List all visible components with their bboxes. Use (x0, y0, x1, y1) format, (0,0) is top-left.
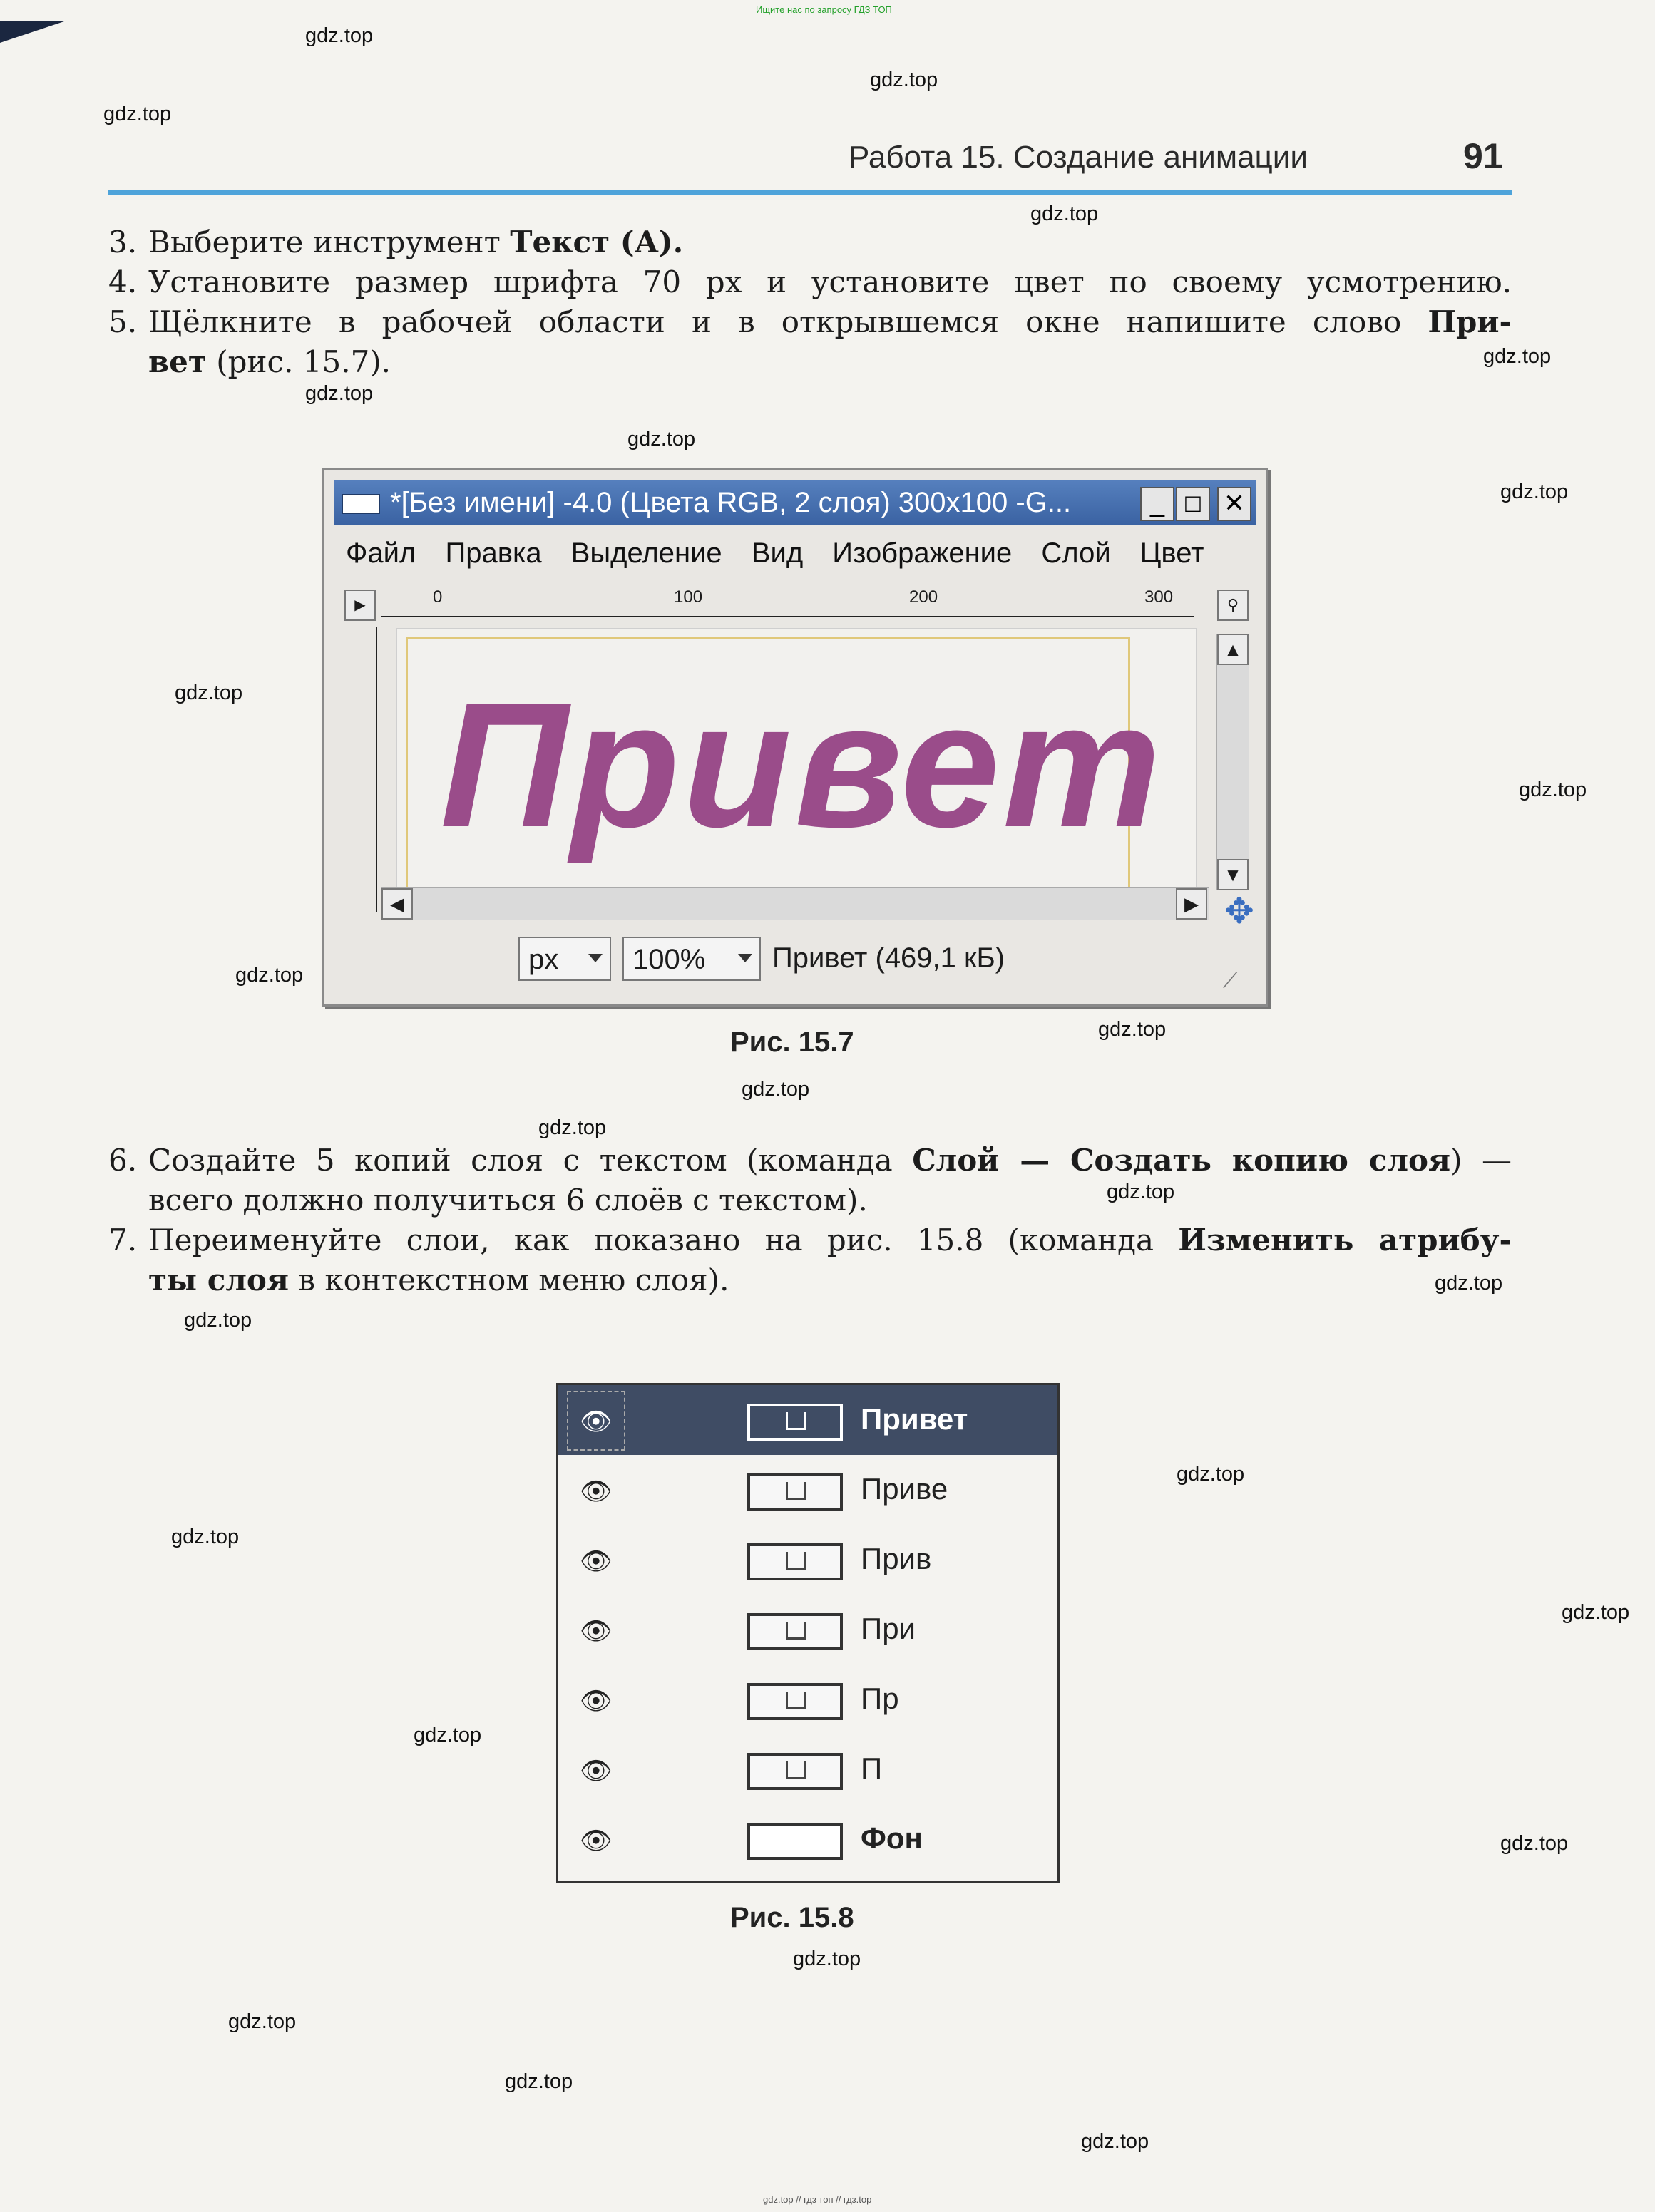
watermark: gdz.top (627, 428, 696, 451)
window-titlebar[interactable] (334, 480, 1256, 525)
figure-caption-15-8: Рис. 15.8 (730, 1902, 854, 1933)
navigate-icon[interactable]: ✥ (1224, 891, 1254, 931)
scroll-down-icon[interactable]: ▼ (1217, 859, 1249, 890)
eye-icon[interactable]: 👁 (580, 1406, 613, 1436)
watermark: gdz.top (1562, 1601, 1630, 1624)
zoom-select[interactable]: 100% (622, 937, 761, 981)
page-header-title: Работа 15. Создание анимации (849, 140, 1308, 175)
status-text: Привет (469,1 кБ) (772, 942, 1005, 974)
eye-icon[interactable]: 👁 (580, 1546, 613, 1575)
layer-name: Фон (861, 1821, 923, 1855)
steps-top (108, 222, 1512, 382)
quick-mask-toggle[interactable]: ▶ (344, 590, 376, 621)
layer-thumbnail (747, 1404, 843, 1441)
maximize-button[interactable]: □ (1176, 487, 1210, 521)
watermark: gdz.top (1098, 1018, 1167, 1041)
layer-row[interactable] (558, 1804, 1057, 1874)
layer-name: Прив (861, 1542, 932, 1575)
canvas-text: Привет (440, 665, 1164, 864)
step-3: 3. Выберите инструмент Текст (А). (108, 225, 684, 259)
scroll-left-icon[interactable]: ◀ (381, 888, 413, 920)
scroll-right-icon[interactable]: ▶ (1176, 888, 1207, 920)
ruler-tick-label: 100 (674, 587, 703, 607)
vertical-scrollbar[interactable] (1216, 634, 1249, 890)
eye-icon[interactable]: 👁 (580, 1686, 613, 1715)
watermark: gdz.top (1500, 1832, 1569, 1855)
page-number: 91 (1463, 136, 1503, 176)
layer-row[interactable] (558, 1385, 1057, 1455)
step-6: 6. Создайте 5 копий слоя с текстом (команда Слой — Создать копию слоя) — (108, 1143, 1512, 1178)
layer-thumbnail (747, 1753, 843, 1790)
watermark: gdz.top (1177, 1463, 1245, 1486)
layer-name: Привет (861, 1402, 968, 1436)
eye-icon[interactable]: 👁 (580, 1756, 613, 1785)
watermark: gdz.top (505, 2070, 573, 2093)
layer-row[interactable] (558, 1525, 1057, 1595)
layer-thumbnail (747, 1613, 843, 1650)
watermark: gdz.top (414, 1724, 482, 1747)
menu-select[interactable]: Выделение (570, 537, 722, 569)
eye-icon[interactable]: 👁 (580, 1476, 613, 1506)
layer-row[interactable] (558, 1455, 1057, 1525)
menu-layer[interactable]: Слой (1041, 537, 1111, 569)
watermark: gdz.top (1435, 1272, 1503, 1295)
menu-image[interactable]: Изображение (832, 537, 1013, 569)
watermark: gdz.top (171, 1526, 240, 1548)
watermark: gdz.top (538, 1116, 607, 1139)
watermark: gdz.top (184, 1309, 252, 1332)
layer-row[interactable] (558, 1734, 1057, 1804)
watermark: gdz.top (305, 24, 374, 47)
watermark: gdz.top (1081, 2130, 1149, 2153)
layer-name: Приве (861, 1472, 948, 1506)
watermark: gdz.top (742, 1078, 810, 1101)
layer-row[interactable] (558, 1595, 1057, 1665)
window-title: *[Без имени] -4.0 (Цвета RGB, 2 слоя) 300x100 -G... (390, 487, 1072, 518)
header-rule (108, 190, 1512, 195)
watermark: gdz.top (1030, 202, 1099, 225)
step-6-cont: всего должно получиться 6 слоёв с текстом). (148, 1183, 868, 1218)
corner-mark (0, 21, 64, 43)
zoom-icon[interactable]: ⚲ (1217, 590, 1249, 621)
gimp-app-icon (342, 494, 380, 514)
step-7-cont: ты слоя в контекстном меню слоя). (148, 1262, 729, 1297)
layer-name: Пр (861, 1682, 899, 1715)
layer-name: П (861, 1751, 883, 1785)
resize-grip-icon[interactable]: ⟋ (1223, 969, 1238, 992)
step-4: 4. Установите размер шрифта 70 px и установите цвет по своему усмотрению. (108, 264, 1512, 299)
watermark: gdz.top (870, 68, 938, 91)
horizontal-ruler (381, 587, 1194, 617)
watermark: gdz.top (1483, 345, 1552, 368)
watermark: gdz.top (228, 2010, 297, 2033)
watermark: gdz.top (305, 382, 374, 405)
steps-bottom (108, 1141, 1512, 1300)
watermark: gdz.top (1500, 480, 1569, 503)
watermark: gdz.top (793, 1948, 861, 1970)
ruler-tick-label: 200 (909, 587, 938, 607)
eye-icon[interactable]: 👁 (580, 1616, 613, 1645)
step-7: 7. Переименуйте слои, как показано на рис. 15.8 (команда Изменить атрибу- (108, 1223, 1512, 1257)
menu-color[interactable]: Цвет (1139, 537, 1204, 569)
watermark: gdz.top (1519, 778, 1587, 801)
watermark: gdz.top (103, 103, 172, 125)
layer-thumbnail (747, 1543, 843, 1580)
watermark: gdz.top (175, 681, 243, 704)
menu-bar (346, 537, 1225, 570)
layer-thumbnail (747, 1683, 843, 1720)
layer-name: При (861, 1612, 916, 1645)
top-note: Ищите нас по запросу ГДЗ ТОП (756, 4, 892, 15)
vertical-ruler (354, 627, 377, 912)
menu-view[interactable]: Вид (751, 537, 804, 569)
bottom-note: gdz.top // гдз топ // гдз.top (763, 2194, 872, 2205)
scroll-up-icon[interactable]: ▲ (1217, 634, 1249, 665)
step-5: 5. Щёлкните в рабочей области и в открывшемся окне напишите слово При- (108, 304, 1512, 339)
watermark: gdz.top (1107, 1180, 1175, 1203)
minimize-button[interactable]: _ (1140, 487, 1174, 521)
eye-icon[interactable]: 👁 (580, 1826, 613, 1855)
layers-panel (556, 1383, 1060, 1883)
menu-file[interactable]: Файл (346, 537, 416, 569)
watermark: gdz.top (235, 964, 304, 987)
layer-thumbnail (747, 1473, 843, 1511)
figure-caption-15-7: Рис. 15.7 (730, 1027, 854, 1058)
unit-select[interactable]: px (518, 937, 611, 981)
ruler-tick-label: 0 (433, 587, 443, 607)
menu-edit[interactable]: Правка (445, 537, 542, 569)
layer-row[interactable] (558, 1665, 1057, 1734)
horizontal-scrollbar[interactable] (381, 887, 1209, 920)
layer-thumbnail (747, 1823, 843, 1860)
gimp-window (322, 468, 1268, 1007)
step-5-cont: вет (рис. 15.7). (148, 344, 391, 379)
close-button[interactable]: ✕ (1217, 487, 1251, 521)
ruler-tick-label: 300 (1144, 587, 1174, 607)
image-canvas[interactable] (396, 628, 1197, 902)
